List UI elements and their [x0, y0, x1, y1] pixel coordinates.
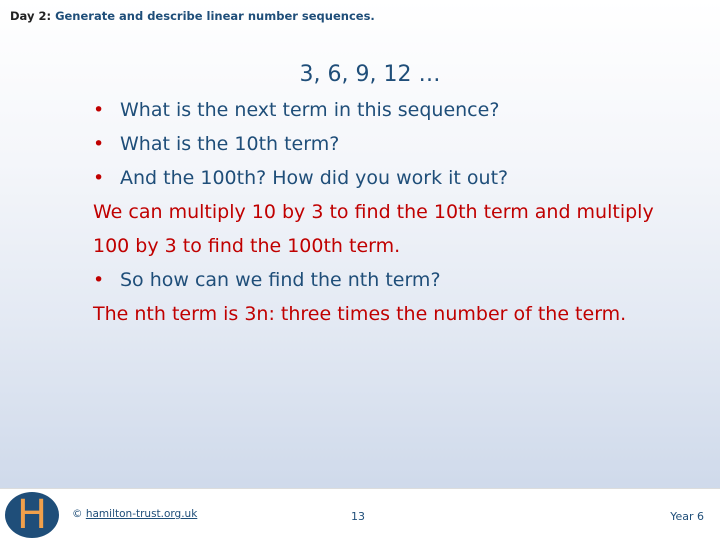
page-number: 13 [351, 510, 365, 523]
bullet-icon: • [93, 269, 105, 291]
copyright-symbol: © [72, 508, 83, 520]
hamilton-trust-link[interactable]: hamilton-trust.org.uk [85, 508, 198, 520]
hamilton-logo-icon: H [5, 492, 59, 538]
day-label: Day 2: [10, 9, 52, 23]
topic-label: Generate and describe linear number sequences. [55, 9, 375, 23]
question-text: What is the next term in this sequence? [120, 99, 500, 121]
question-text: So how can we find the nth term? [120, 269, 441, 291]
copyright-notice [72, 508, 197, 520]
question-text: And the 100th? How did you work it out? [120, 167, 509, 189]
slide-header [10, 9, 375, 23]
slide-content [93, 93, 693, 331]
answer-1: We can multiply 10 by 3 to find the 10th term and multiply 100 by 3 to find the 100th term. [93, 201, 654, 257]
question-2 [93, 127, 693, 161]
question-4 [93, 263, 693, 297]
year-label: Year 6 [670, 510, 704, 523]
slide-footer [0, 488, 720, 541]
question-text: What is the 10th term? [120, 133, 340, 155]
bullet-icon: • [93, 99, 105, 121]
answer-2: The nth term is 3n: three times the number of the term. [93, 303, 627, 325]
question-3 [93, 161, 693, 195]
bullet-icon: • [93, 133, 105, 155]
bullet-icon: • [93, 167, 105, 189]
sequence-title: 3, 6, 9, 12 … [299, 62, 441, 87]
question-1 [93, 93, 693, 127]
